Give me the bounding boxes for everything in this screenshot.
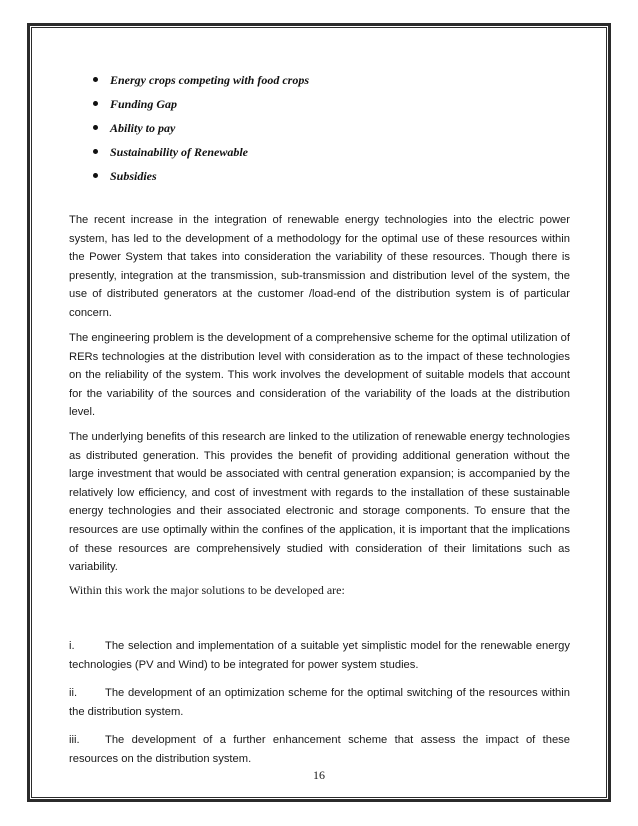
paragraph-benefits: The underlying benefits of this research are linked to the utilization of renewable energy technologies as distributed generation. This provides the benefit of providing additional generation without the large investment that would be associated with central generation expansion; is accompanied by the relatively low efficiency, and cost of investment with regards to the installation of these sustainable energy technologies and their associated electronic and storage components. To ensure that the resources are use optimally within the confines of the application, it is important that the implications of these resources are comprehensively studied with consideration of their limitations such as variability.	[69, 431, 570, 574]
solution-text: The development of an optimization scheme for the optimal switching of the resources within the distribution system.	[69, 687, 570, 718]
bullet-item: Subsidies	[93, 166, 309, 190]
solution-item	[69, 637, 570, 674]
page-number: 16	[313, 768, 325, 782]
paragraph-engineering-problem: The engineering problem is the development of a comprehensive scheme for the optimal utilization of RERs technologies at the distribution level with consideration as to the impact of these technologies on the reliability of the system. This work involves the development of suitable models that account for the variability of the sources and consideration of the variability of the loads at the distribution level.	[69, 332, 570, 419]
solution-item	[69, 684, 570, 721]
solution-text: The development of a further enhancement scheme that assess the impact of these resources on the distribution system.	[69, 734, 570, 765]
solution-number: i.	[69, 640, 75, 652]
bullet-item: Ability to pay	[93, 118, 309, 142]
solution-item	[69, 731, 570, 768]
bullet-item: Sustainability of Renewable	[93, 142, 309, 166]
bullet-item: Energy crops competing with food crops	[93, 70, 309, 94]
paragraph-integration: The recent increase in the integration of renewable energy technologies into the electric power system, has led to the development of a methodology for the optimal use of these resources within the Power System that takes into consideration the variability of these resources. Though there is presently, integration at the transmission, sub-transmission and distribution level of the system, the use of distributed generators at the customer /load-end of the distribution system is of particular concern.	[69, 214, 570, 319]
challenge-bullet-list	[93, 70, 309, 190]
solutions-intro: Within this work the major solutions to be developed are:	[69, 583, 345, 597]
solution-number: ii.	[69, 687, 78, 699]
solution-text: The selection and implementation of a suitable yet simplistic model for the renewable energy technologies (PV and Wind) to be integrated for power system studies.	[69, 640, 570, 671]
solution-number: iii.	[69, 734, 80, 746]
bullet-item: Funding Gap	[93, 94, 309, 118]
